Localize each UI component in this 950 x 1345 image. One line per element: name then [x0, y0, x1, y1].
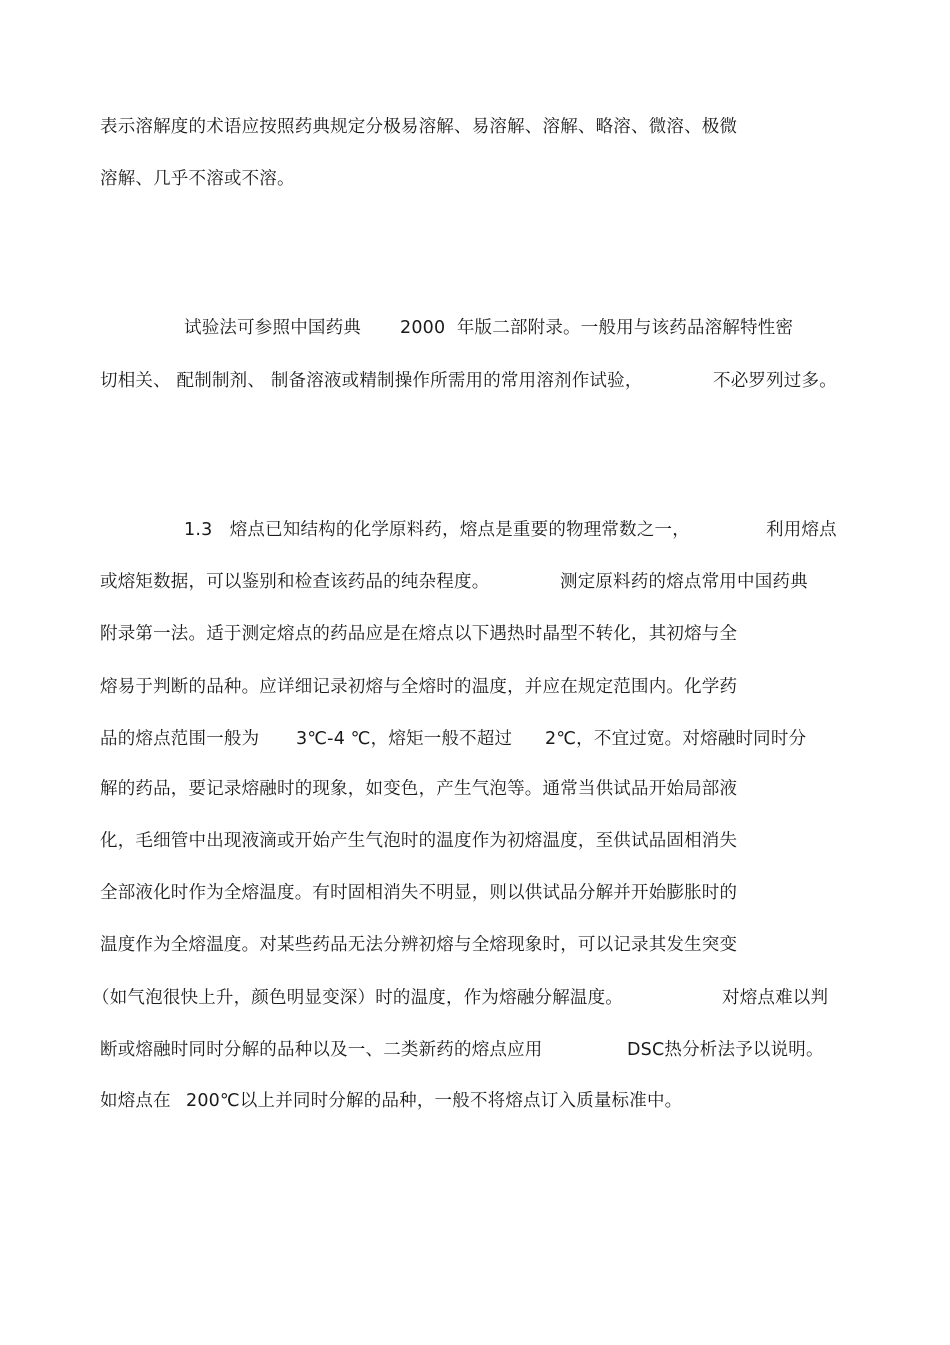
text-segment: 200℃以上并同时分解的品种，一般不将熔点订入质量标准中。	[186, 1091, 683, 1111]
text-segment: 表示溶解度的术语应按照药典规定分极易溶解、易溶解、溶解、略溶、微溶、极微	[100, 117, 738, 137]
text-segment: 化，毛细管中出现液滴或开始产生气泡时的温度作为初熔温度，至供试品固相消失	[100, 831, 738, 851]
text-segment: 解的药品，要记录熔融时的现象，如变色，产生气泡等。通常当供试品开始局部液	[100, 779, 738, 799]
text-segment: 切相关、 配制制剂、 制备溶液或精制操作所需用的常用溶剂作试验，	[100, 371, 643, 391]
text-segment: 不必罗列过多。	[713, 371, 837, 391]
text-line	[0, 315, 794, 341]
text-segment: 2℃，不宜过宽。对熔融时同时分	[545, 729, 807, 749]
text-line	[0, 1088, 683, 1114]
text-line	[0, 166, 295, 192]
text-segment: 测定原料药的熔点常用中国药典	[560, 572, 808, 592]
text-segment: 附录第一法。适于测定熔点的药品应是在熔点以下遇热时晶型不转化，其初熔与全	[100, 624, 738, 644]
text-segment: 试验法可参照中国药典	[184, 318, 361, 338]
text-line	[0, 880, 738, 906]
text-segment: 溶解、几乎不溶或不溶。	[100, 169, 295, 189]
text-line	[0, 114, 738, 140]
text-segment: 品的熔点范围一般为	[100, 729, 260, 749]
text-segment: 对熔点难以判	[722, 988, 829, 1008]
text-segment: 温度作为全熔温度。对某些药品无法分辨初熔与全熔现象时，可以记录其发生突变	[100, 935, 738, 955]
text-segment: 如熔点在	[100, 1091, 171, 1111]
text-segment: （如气泡很快上升，颜色明显变深）时的温度，作为熔融分解温度。	[92, 988, 623, 1008]
text-segment: 或熔矩数据，可以鉴别和检查该药品的纯杂程度。	[100, 572, 490, 592]
text-line	[0, 1037, 824, 1063]
text-line	[0, 368, 837, 394]
text-line	[0, 621, 738, 647]
text-segment: DSC热分析法予以说明。	[627, 1040, 824, 1060]
text-segment: 1.3 熔点已知结构的化学原料药，熔点是重要的物理常数之一，	[184, 520, 690, 540]
text-line	[0, 674, 738, 700]
text-line	[0, 726, 807, 752]
text-segment: 2000 年版二部附录。一般用与该药品溶解特性密	[400, 318, 794, 338]
text-line	[0, 517, 837, 543]
text-segment: 断或熔融时同时分解的品种以及一、二类新药的熔点应用	[100, 1040, 543, 1060]
text-line	[0, 828, 738, 854]
text-segment: 3℃-4 ℃，熔矩一般不超过	[296, 729, 513, 749]
text-segment: 利用熔点	[766, 520, 837, 540]
text-line	[0, 932, 738, 958]
text-line	[0, 569, 808, 595]
text-segment: 熔易于判断的品种。应详细记录初熔与全熔时的温度，并应在规定范围内。化学药	[100, 677, 738, 697]
text-segment: 全部液化时作为全熔温度。有时固相消失不明显，则以供试品分解并开始膨胀时的	[100, 883, 738, 903]
text-line	[0, 776, 738, 802]
text-line	[0, 985, 829, 1011]
